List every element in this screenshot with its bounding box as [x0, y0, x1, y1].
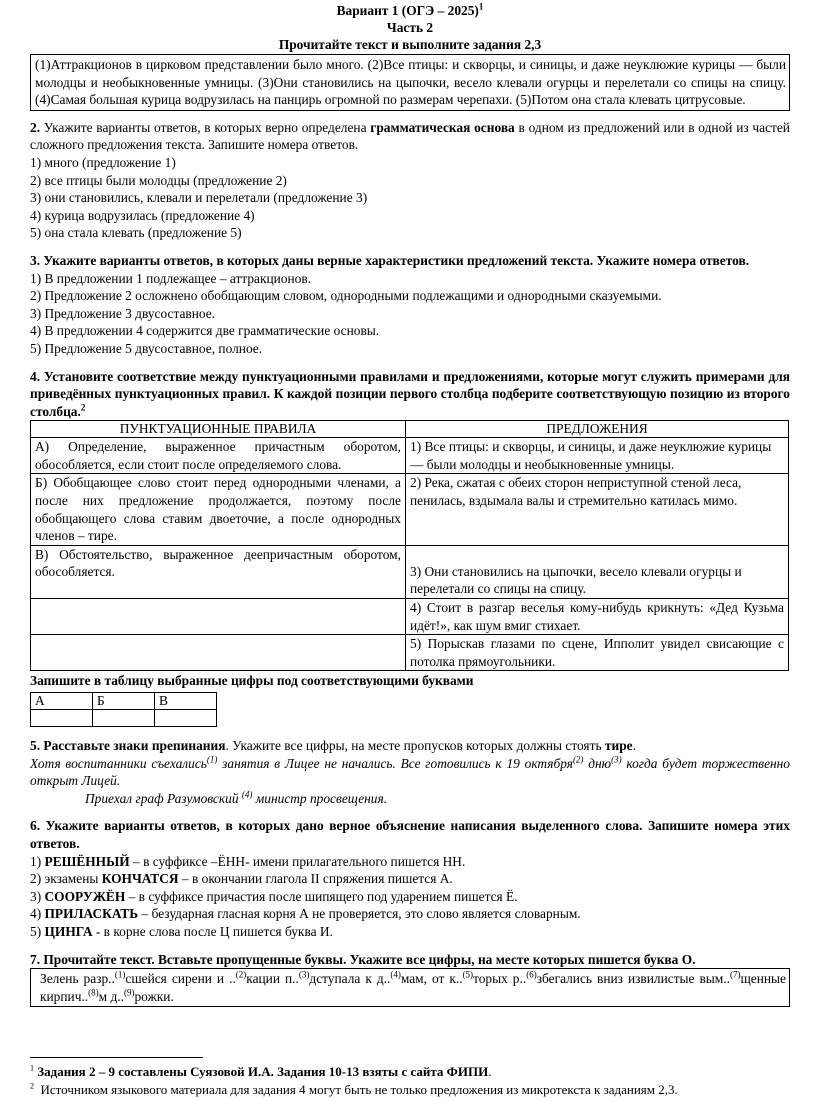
- sentence-5: 5) Порыскав глазами по сцене, Ипполит увидел свисающие с потолка прямоугольники.: [406, 635, 789, 671]
- task-3-title: 3. Укажите варианты ответов, в которых даны верные характеристики предложений текста. Укажите номера ответов.: [30, 252, 750, 268]
- answer-cell-a[interactable]: [31, 710, 93, 727]
- task-7: [30, 951, 790, 1008]
- empty-rule-cell: [31, 599, 406, 635]
- task-5-text: Хотя воспитанники съехались$^{(1)}$ занятия в Лицее не начались. Все готовились к 19 октября$^{(2)}$ дню$^{(3)}$ когда будет торжественно открыт Лицей.: [30, 754, 790, 789]
- task-6: [30, 817, 790, 940]
- rules-column-header: ПУНКТУАЦИОННЫЕ ПРАВИЛА: [31, 421, 406, 438]
- answer-table: [30, 692, 217, 727]
- rule-a: А) Определение, выраженное причастным оборотом, обособляется, если стоит после определяемого слова.: [31, 438, 406, 474]
- sentence-4: 4) Стоит в разгар веселья кому-нибудь крикнуть: «Дед Кузьма идёт!», как шум вмиг стихает.: [406, 599, 789, 635]
- sentences-column-header: ПРЕДЛОЖЕНИЯ: [406, 421, 789, 438]
- sentence-3: 3) Они становились на цыпочки, весело клевали огурцы и перелетали со спицы на спицу.: [406, 545, 789, 598]
- task-4: [30, 368, 790, 728]
- footnote-2: $^2$ Источником языкового материала для задания 4 могут быть не только предложения из микротекста к заданиям 2,3.: [30, 1081, 678, 1097]
- task-6-option: 5) ЦИНГА - в корне слова после Ц пишется буква И.: [30, 923, 333, 939]
- empty-rule-cell: [31, 635, 406, 671]
- answer-letter-v: В: [155, 693, 217, 710]
- task-2-option: 1) много (предложение 1): [30, 154, 176, 170]
- task-3-option: 2) Предложение 2 осложнено обобщающим словом, однородными подлежащими и однородными сказуемыми.: [30, 288, 662, 304]
- task-4-title: 4. Установите соответствие между пунктуационными правилами и предложениями, которые могут служить примерами для приведённых пунктуационных правил. К каждой позиции первого столбца подберите соответствующую позицию из второго столбца.$^2$: [30, 368, 790, 419]
- task-7-text-box: Зелень разр..$^{(1)}$сшейся сирени и ..$^{(2)}$кации п..$^{(3)}$дступала к д..$^{(4)}$мам, от к..$^{(5)}$торых р..$^{(6)}$збегались вниз извилистые вым..$^{(7)}$щенные кирпич..$^{(8)}$м д..$^{(9)}$рожки.: [30, 968, 790, 1007]
- answer-letter-b: Б: [93, 693, 155, 710]
- task-3-option: 3) Предложение 3 двусоставное.: [30, 305, 216, 321]
- footnote-1: $^1$ Задания 2 – 9 составлены Суязовой И.А. Задания 10-13 взяты с сайта ФИПИ.: [30, 1063, 492, 1079]
- task-6-option: 2) экзамены КОНЧАТСЯ – в окончании глагола II спряжения пишется А.: [30, 871, 453, 887]
- task-2-option: 4) курица водрузилась (предложение 4): [30, 207, 255, 223]
- sentence-2: 2) Река, сжатая с обеих сторон неприступной стеной леса, пенилась, вздымала валы и стремительно катилась мимо.: [406, 474, 789, 545]
- part-heading: Часть 2: [386, 20, 434, 35]
- task-5-text-2: Приехал граф Разумовский $^{(4)}$ министр просвещения.: [85, 789, 388, 806]
- rule-v: В) Обстоятельство, выраженное деепричастным оборотом, обособляется.: [31, 545, 406, 598]
- rule-b: Б) Обобщающее слово стоит перед однородными членами, а после них предложение продолжается, поэтому после обобщающего слова ставим двоеточие, а после однородных членов – тире.: [31, 474, 406, 545]
- answer-caption: Запишите в таблицу выбранные цифры под соответствующими буквами: [30, 673, 474, 689]
- task-3-option: 4) В предложении 4 содержится две грамматические основы.: [30, 323, 380, 339]
- task-2-option: 3) они становились, клевали и перелетали (предложение 3): [30, 190, 368, 206]
- task-2: 2. Укажите варианты ответов, в которых верно определена грамматическая основа в одном из предложений или в одной из частей сложного предложения текста. Запишите номера ответов. 1) много (предложение 1) 2) все птицы были молодцы (предложение 2) 3) они становились, клевали и перелетали (предложение 3) 4) курица водрузилась (предложение 4) 5) она стала клевать (предложение 5): [30, 119, 790, 241]
- answer-cell-b[interactable]: [93, 710, 155, 727]
- task-3-option: 1) В предложении 1 подлежащее – аттракционов.: [30, 270, 312, 286]
- task-6-option: 4) ПРИЛАСКАТЬ – безударная гласная корня А не проверяется, это слово является словарным.: [30, 906, 581, 922]
- answer-cell-v[interactable]: [155, 710, 217, 727]
- task-6-option: 1) РЕШЁННЫЙ – в суффиксе –ЁНН- имени прилагательного пишется НН.: [30, 853, 466, 869]
- task-5: 5. Расставьте знаки препинания. Укажите все цифры, на месте пропусков которых должны стоять тире. Хотя воспитанники съехались$^{(1)}$ занятия в Лицее не начались. Все готовились к 19 октября$^{(2)}$ дню$^{(3)}$ когда будет торжественно открыт Лицей. Приехал граф Разумовский $^{(4)}$ министр просвещения.: [30, 738, 790, 806]
- task-6-title: 6. Укажите варианты ответов, в которых дано верное объяснение написания выделенного слова. Запишите номера этих ответов.: [30, 818, 790, 851]
- answer-letter-a: А: [31, 693, 93, 710]
- task-3: [30, 252, 790, 358]
- worksheet-page: [30, 0, 790, 1007]
- source-text-box: (1)Аттракционов в цирковом представлении было много. (2)Все птицы: и скворцы, и синицы, и даже неуклюжие курицы — были молодцы и необыкновенные умницы. (3)Они становились на цыпочки, весело клевали огурцы и перелетали со спицы на спицу. (4)Самая большая курица водрузилась на панцирь огромной по размерам черепахи. (5)Потом она стала клевать цитрусовые.: [30, 54, 790, 111]
- footnote-ref-1: 1: [478, 1, 484, 12]
- task-2-number: 2.: [30, 119, 41, 135]
- text-instruction: Прочитайте текст и выполните задания 2,3: [278, 37, 542, 52]
- task-2-option: 5) она стала клевать (предложение 5): [30, 225, 242, 241]
- task-2-option: 2) все птицы были молодцы (предложение 2): [30, 172, 287, 188]
- task-7-title: 7. Прочитайте текст. Вставьте пропущенные буквы. Укажите все цифры, на месте которых пишется буква О.: [30, 951, 696, 967]
- task-3-option: 5) Предложение 5 двусоставное, полное.: [30, 340, 263, 356]
- task-6-option: 3) СООРУЖЁН – в суффиксе причастия после шипящего под ударением пишется Ё.: [30, 888, 518, 904]
- page-title: Вариант 1 (ОГЭ – 2025)$^1$: [336, 1, 484, 18]
- matching-table: [30, 420, 789, 671]
- sentence-1: 1) Все птицы: и скворцы, и синицы, и даже неуклюжие курицы — были молодцы и необыкновенные умницы.: [406, 438, 789, 474]
- footnote-separator: [30, 1057, 203, 1058]
